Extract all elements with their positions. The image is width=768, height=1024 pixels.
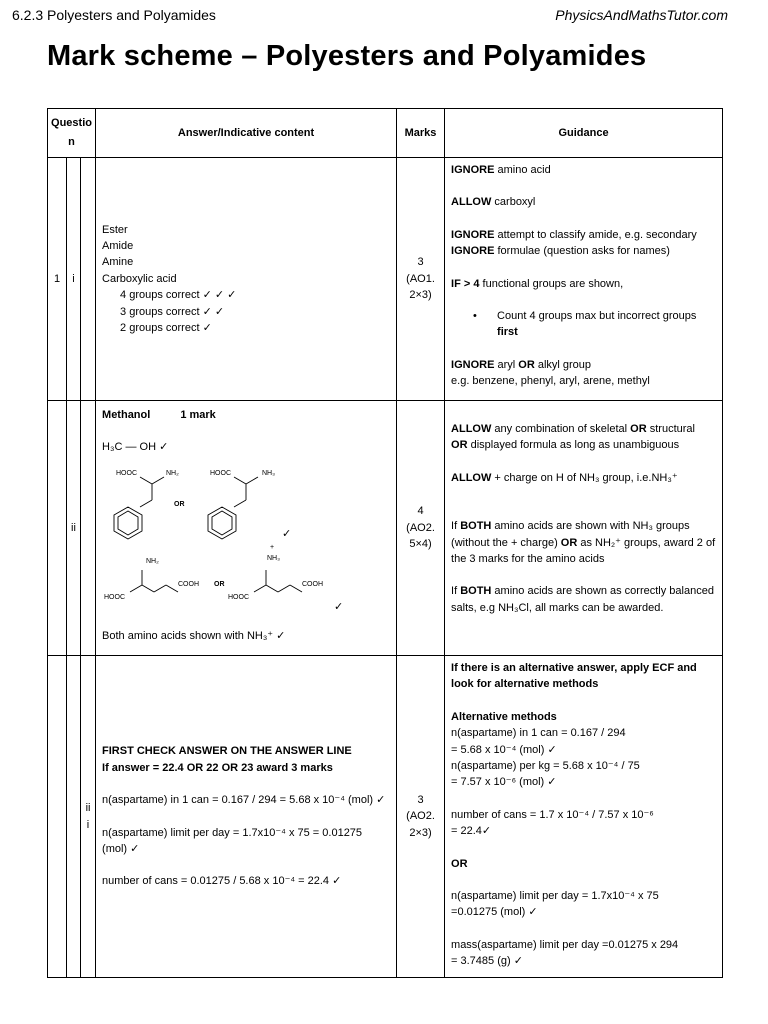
nh3-label: NH₃ bbox=[267, 554, 280, 562]
nh2-label: NH₂ bbox=[146, 557, 159, 565]
keyword: IGNORE bbox=[451, 245, 495, 258]
marks-cell: 3 (AO2. 2×3) bbox=[397, 656, 445, 978]
guidance-cell bbox=[445, 656, 723, 978]
bullet-icon: • bbox=[473, 310, 477, 323]
guidance-text: n(aspartame) in 1 can = 0.167 / 294 bbox=[451, 727, 626, 740]
answer-keyword: Methanol bbox=[102, 409, 151, 421]
guidance-text: mass(aspartame) limit per day =0.01275 x 294 bbox=[451, 938, 679, 951]
answer-line: Ester bbox=[102, 223, 128, 236]
check-icon: ✓ bbox=[334, 600, 344, 613]
guidance-text: attempt to classify amide, e.g. secondary bbox=[494, 228, 697, 241]
table-header-row bbox=[48, 109, 723, 158]
cooh-label: COOH bbox=[178, 580, 200, 588]
answer-line: number of cans = 0.01275 / 5.68 x 10⁻⁴ = 22.4 ✓ bbox=[102, 875, 342, 888]
guidance-cell bbox=[445, 401, 723, 656]
guidance-text: n(aspartame) per kg = 5.68 x 10⁻⁴ / 75 bbox=[451, 760, 640, 773]
question-number bbox=[48, 401, 67, 656]
question-number: 1 bbox=[48, 158, 67, 401]
question-subpart bbox=[81, 158, 96, 401]
answer-line: 4 groups correct ✓ ✓ ✓ bbox=[120, 289, 237, 302]
guidance-text: amino acid bbox=[494, 164, 551, 176]
guidance-text: e.g. benzene, phenyl, aryl, arene, methyl bbox=[451, 375, 650, 388]
mark-label: 1 mark bbox=[180, 409, 216, 421]
col-guidance-header: Guidance bbox=[445, 109, 723, 158]
keyword: ALLOW bbox=[451, 423, 492, 435]
answer-cell bbox=[96, 401, 397, 656]
guidance-heading: Alternative methods bbox=[451, 710, 557, 723]
bullet-item bbox=[451, 308, 716, 341]
keyword: first bbox=[497, 326, 518, 339]
guidance-text: carboxyl bbox=[491, 196, 536, 209]
answer-line: n(aspartame) limit per day = 1.7x10⁻⁴ x 75 = 0.01275 (mol) ✓ bbox=[102, 826, 363, 855]
keyword: IGNORE bbox=[451, 358, 495, 371]
hooc-label: HOOC bbox=[210, 469, 232, 477]
guidance-text: amino acids are shown with NH₃ groups (without the + charge) bbox=[451, 520, 690, 549]
mark-scheme-table bbox=[47, 108, 723, 978]
answer-line: Amine bbox=[102, 256, 134, 269]
answer-line: Amide bbox=[102, 239, 134, 252]
col-marks-header: Marks bbox=[397, 109, 445, 158]
keyword: IGNORE bbox=[451, 164, 495, 176]
keyword: IGNORE bbox=[451, 228, 495, 241]
guidance-heading: If there is an alternative answer, apply ECF and look for alternative methods bbox=[451, 662, 697, 691]
guidance-text: = 5.68 x 10⁻⁴ (mol) ✓ bbox=[451, 743, 557, 756]
keyword: BOTH bbox=[460, 520, 492, 533]
guidance-text: Count 4 groups max but incorrect groups bbox=[497, 310, 697, 323]
methanol-formula: H₃C — OH ✓ bbox=[102, 441, 169, 454]
guidance-text: displayed formula as long as unambiguous bbox=[467, 439, 680, 452]
guidance-text: If bbox=[451, 520, 461, 533]
guidance-text: =0.01275 (mol) ✓ bbox=[451, 906, 538, 919]
keyword: OR bbox=[518, 358, 535, 371]
guidance-cell bbox=[445, 158, 723, 401]
table-row bbox=[48, 158, 723, 401]
keyword: OR bbox=[451, 857, 468, 870]
keyword: IF > 4 bbox=[451, 277, 480, 290]
guidance-text: any combination of skeletal bbox=[491, 423, 631, 435]
answer-line: n(aspartame) in 1 can = 0.167 / 294 = 5.68 x 10⁻⁴ (mol) ✓ bbox=[102, 794, 386, 807]
guidance-text: + charge on H of NH₃ group, i.e.NH₃⁺ bbox=[491, 471, 678, 484]
hooc-label: HOOC bbox=[104, 593, 126, 601]
or-label: OR bbox=[214, 580, 225, 588]
plus-label: + bbox=[270, 543, 275, 551]
answer-cell bbox=[96, 656, 397, 978]
marks-cell: 4 (AO2. 5×4) bbox=[397, 401, 445, 656]
col-answer-header: Answer/Indicative content bbox=[96, 109, 397, 158]
table-row bbox=[48, 401, 723, 656]
question-number bbox=[48, 656, 67, 978]
answer-line: Both amino acids shown with NH₃⁺ ✓ bbox=[102, 629, 286, 642]
answer-line: 3 groups correct ✓ ✓ bbox=[120, 305, 225, 318]
keyword: OR bbox=[451, 439, 468, 452]
header-site: PhysicsAndMathsTutor.com bbox=[555, 7, 728, 23]
keyword: OR bbox=[630, 423, 647, 435]
guidance-text: amino acids are shown as correctly balanced salts, e.g NH₃Cl, all marks can be awarded. bbox=[451, 585, 714, 614]
col-question-header: Question bbox=[48, 109, 96, 158]
keyword: OR bbox=[560, 536, 578, 549]
answer-line: 2 groups correct ✓ bbox=[120, 322, 212, 335]
cooh-label: COOH bbox=[302, 580, 324, 588]
guidance-text: formulae (question asks for names) bbox=[494, 245, 670, 258]
nh3-label: NH₃ bbox=[262, 469, 275, 477]
check-icon: ✓ bbox=[282, 527, 292, 540]
guidance-text: number of cans = 1.7 x 10⁻⁴ / 7.57 x 10⁻⁶ bbox=[451, 808, 654, 821]
marks-cell: 3 (AO1. 2×3) bbox=[397, 158, 445, 401]
answer-instruction: If answer = 22.4 OR 22 OR 23 award 3 marks bbox=[102, 761, 333, 774]
guidance-text: alkyl group bbox=[534, 358, 592, 371]
guidance-text: structural bbox=[646, 423, 695, 435]
guidance-text: = 7.57 x 10⁻⁶ (mol) ✓ bbox=[451, 776, 557, 789]
page-title: Mark scheme – Polyesters and Polyamides bbox=[47, 40, 647, 72]
question-part: i bbox=[67, 158, 81, 401]
question-part: ii bbox=[67, 401, 81, 656]
guidance-text: = 3.7485 (g) ✓ bbox=[451, 955, 523, 968]
amino-acid-structures bbox=[102, 462, 391, 624]
question-subpart: iii bbox=[81, 656, 96, 978]
guidance-text: functional groups are shown, bbox=[479, 277, 624, 290]
guidance-text: = 22.4✓ bbox=[451, 825, 492, 838]
answer-instruction: FIRST CHECK ANSWER ON THE ANSWER LINE bbox=[102, 745, 352, 758]
question-part bbox=[67, 656, 81, 978]
keyword: BOTH bbox=[460, 585, 492, 598]
hooc-label: HOOC bbox=[228, 593, 250, 601]
keyword: ALLOW bbox=[451, 471, 492, 484]
guidance-text: If bbox=[451, 585, 461, 598]
hooc-label: HOOC bbox=[116, 469, 138, 477]
header-topic: 6.2.3 Polyesters and Polyamides bbox=[12, 7, 216, 23]
or-label: OR bbox=[174, 500, 185, 508]
guidance-text: n(aspartame) limit per day = 1.7x10⁻⁴ x 75 bbox=[451, 890, 659, 903]
question-subpart bbox=[81, 401, 96, 656]
guidance-text: as NH₂⁺ groups, award 2 of the 3 marks for the amino acids bbox=[451, 536, 716, 566]
nh2-label: NH₂ bbox=[166, 469, 179, 477]
keyword: ALLOW bbox=[451, 196, 492, 209]
answer-cell bbox=[96, 158, 397, 401]
answer-line: Carboxylic acid bbox=[102, 272, 177, 285]
table-row bbox=[48, 656, 723, 978]
guidance-text: aryl bbox=[494, 358, 519, 371]
